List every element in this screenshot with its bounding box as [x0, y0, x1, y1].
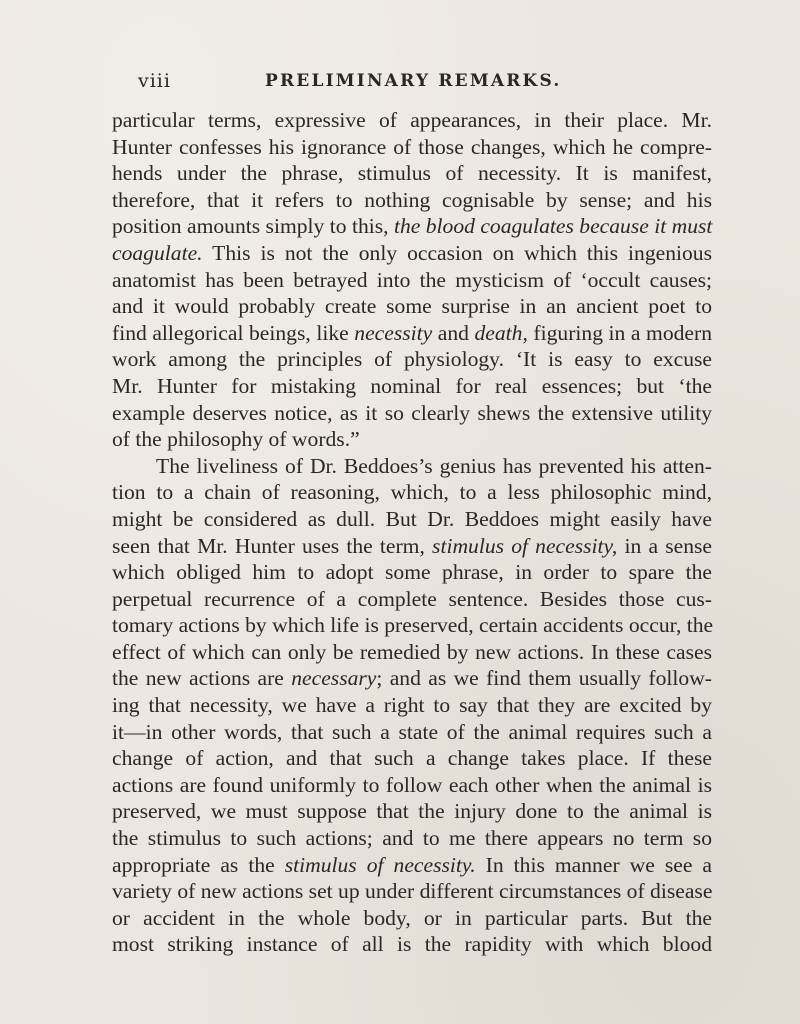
text-line: perpetual recurrence of a complete sentence. Besides those cus-	[112, 586, 712, 611]
body-text	[112, 107, 712, 958]
text-line: which obliged him to adopt some phrase, in order to spare the	[112, 560, 712, 585]
text-line: the stimulus to such actions; and to me there appears no term so	[112, 826, 712, 851]
running-head	[138, 70, 678, 96]
text-line: therefore, that it refers to nothing cognisable by sense; and his	[112, 187, 712, 212]
text-line: or accident in the whole body, or in particular parts. But the	[112, 905, 712, 930]
text-line: example deserves notice, as it so clearly shews the extensive utility	[112, 400, 712, 425]
text-line: hends under the phrase, stimulus of necessity. It is manifest,	[112, 161, 712, 186]
text-line: tion to a chain of reasoning, which, to a less philosophic mind,	[112, 480, 712, 505]
text-line: preserved, we must suppose that the injury done to the animal is	[112, 799, 712, 824]
text-line: of the philosophy of words.”	[112, 427, 360, 452]
text-line: position amounts simply to this, the blood coagulates because it must	[112, 214, 713, 239]
text-line: anatomist has been betrayed into the mysticism of ‘occult causes;	[112, 267, 712, 292]
text-line: might be considered as dull. But Dr. Beddoes might easily have	[112, 506, 712, 531]
text-line: change of action, and that such a change takes place. If these	[112, 746, 712, 771]
text-line: ing that necessity, we have a right to say that they are excited by	[112, 693, 712, 718]
text-line: tomary actions by which life is preserved, certain accidents occur, the	[112, 613, 714, 638]
text-line: Hunter confesses his ignorance of those changes, which he compre-	[112, 134, 712, 159]
running-title: PRELIMINARY REMARKS.	[265, 71, 562, 91]
text-line: The liveliness of Dr. Beddoes’s genius has prevented his atten-	[156, 453, 712, 478]
text-line: effect of which can only be remedied by new actions. In these cases	[112, 639, 712, 664]
text-line: find allegorical beings, like necessity and death, figuring in a modern	[112, 320, 712, 345]
text-line: work among the principles of physiology. ‘It is easy to excuse	[112, 347, 712, 372]
text-line: appropriate as the stimulus of necessity. In this manner we see a	[112, 852, 712, 877]
text-line: variety of new actions set up under different circumstances of disease	[112, 879, 713, 904]
text-line: the new actions are necessary; and as we find them usually follow-	[112, 666, 712, 691]
text-line: particular terms, expressive of appearances, in their place. Mr.	[112, 108, 712, 132]
text-line: seen that Mr. Hunter uses the term, stimulus of necessity, in a sense	[112, 533, 712, 558]
text-line: most striking instance of all is the rapidity with which blood	[112, 932, 712, 957]
text-line: coagulate. This is not the only occasion on which this ingenious	[112, 240, 712, 265]
text-line: it—in other words, that such a state of the animal requires such a	[112, 719, 712, 744]
page-number: viii	[138, 70, 171, 92]
text-line: and it would probably create some surprise in an ancient poet to	[112, 294, 712, 319]
text-line: actions are found uniformly to follow each other when the animal is	[112, 772, 712, 797]
text-line: Mr. Hunter for mistaking nominal for real essences; but ‘the	[112, 373, 712, 398]
